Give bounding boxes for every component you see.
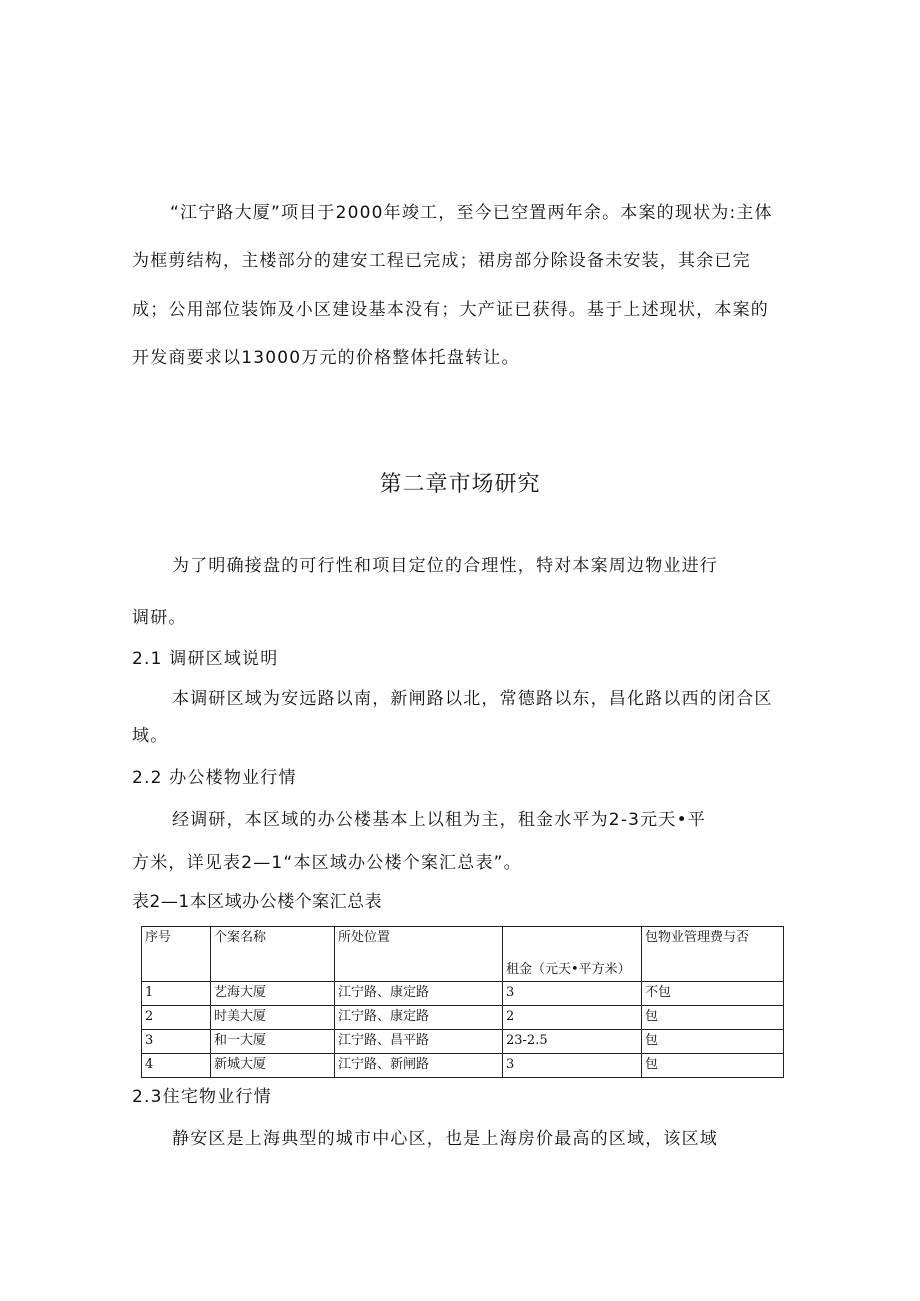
cell-location: 江宁路、昌平路: [335, 1030, 503, 1054]
section-2-3-title: 2.3住宅物业行情: [132, 1087, 272, 1107]
chapter-title: 第二章市场研究: [379, 472, 541, 497]
intro-line-3: 成；公用部位装饰及小区建设基本没有；大产证已获得。基于上述现状，本案的: [132, 300, 769, 320]
cell-no: 4: [142, 1054, 211, 1078]
chapter-intro-line-1: 为了明确接盘的可行性和项目定位的合理性，特对本案周边物业进行: [172, 556, 718, 576]
cell-fee: 包: [642, 1030, 784, 1054]
table-caption: 表2—1本区域办公楼个案汇总表: [132, 892, 383, 912]
table-row: [142, 1054, 784, 1078]
header-location: 所处位置: [335, 927, 503, 982]
table-row: [142, 982, 784, 1006]
table-row: [142, 1006, 784, 1030]
cell-name: 和一大厦: [211, 1030, 335, 1054]
cell-fee: 不包: [642, 982, 784, 1006]
cell-rent: 3: [503, 982, 642, 1006]
intro-line-4: 开发商要求以13000万元的价格整体托盘转让。: [132, 348, 520, 368]
cell-name: 新城大厦: [211, 1054, 335, 1078]
cell-rent: 3: [503, 1054, 642, 1078]
cell-fee: 包: [642, 1054, 784, 1078]
section-2-1-line-2: 域。: [132, 726, 169, 746]
header-fee: 包物业管理费与否: [642, 927, 784, 982]
cell-location: 江宁路、康定路: [335, 982, 503, 1006]
chapter-intro-line-2: 调研。: [132, 608, 187, 628]
cell-location: 江宁路、康定路: [335, 1006, 503, 1030]
cell-rent: 23-2.5: [503, 1030, 642, 1054]
cell-rent: 2: [503, 1006, 642, 1030]
header-name: 个案名称: [211, 927, 335, 982]
section-2-3-line-1: 静安区是上海典型的城市中心区，也是上海房价最高的区域，该区域: [172, 1129, 718, 1149]
cell-location: 江宁路、新闸路: [335, 1054, 503, 1078]
cell-no: 2: [142, 1006, 211, 1030]
section-2-2-line-1: 经调研，本区域的办公楼基本上以租为主，租金水平为2-3元天•平: [172, 810, 706, 830]
cell-fee: 包: [642, 1006, 784, 1030]
section-2-2-title: 2.2 办公楼物业行情: [132, 768, 297, 788]
cell-name: 艺海大厦: [211, 982, 335, 1006]
cell-name: 时美大厦: [211, 1006, 335, 1030]
section-2-2-line-2: 方米，详见表2—1“本区域办公楼个案汇总表”。: [132, 853, 522, 873]
section-2-1-line-1: 本调研区域为安远路以南，新闸路以北，常德路以东，昌化路以西的闭合区: [172, 689, 773, 709]
header-no: 序号: [142, 927, 211, 982]
intro-line-1: “江宁路大厦”项目于2000年竣工，至今已空置两年余。本案的现状为:主体: [170, 203, 773, 223]
section-2-1-title: 2.1 调研区域说明: [132, 649, 279, 669]
office-summary-table: [141, 926, 784, 1078]
intro-line-2: 为框剪结构，主楼部分的建安工程已完成；裙房部分除设备未安装，其余已完: [132, 251, 751, 271]
cell-no: 3: [142, 1030, 211, 1054]
cell-no: 1: [142, 982, 211, 1006]
header-rent: 租金（元天•平方米）: [503, 927, 642, 982]
table-header-row: [142, 927, 784, 982]
table-row: [142, 1030, 784, 1054]
